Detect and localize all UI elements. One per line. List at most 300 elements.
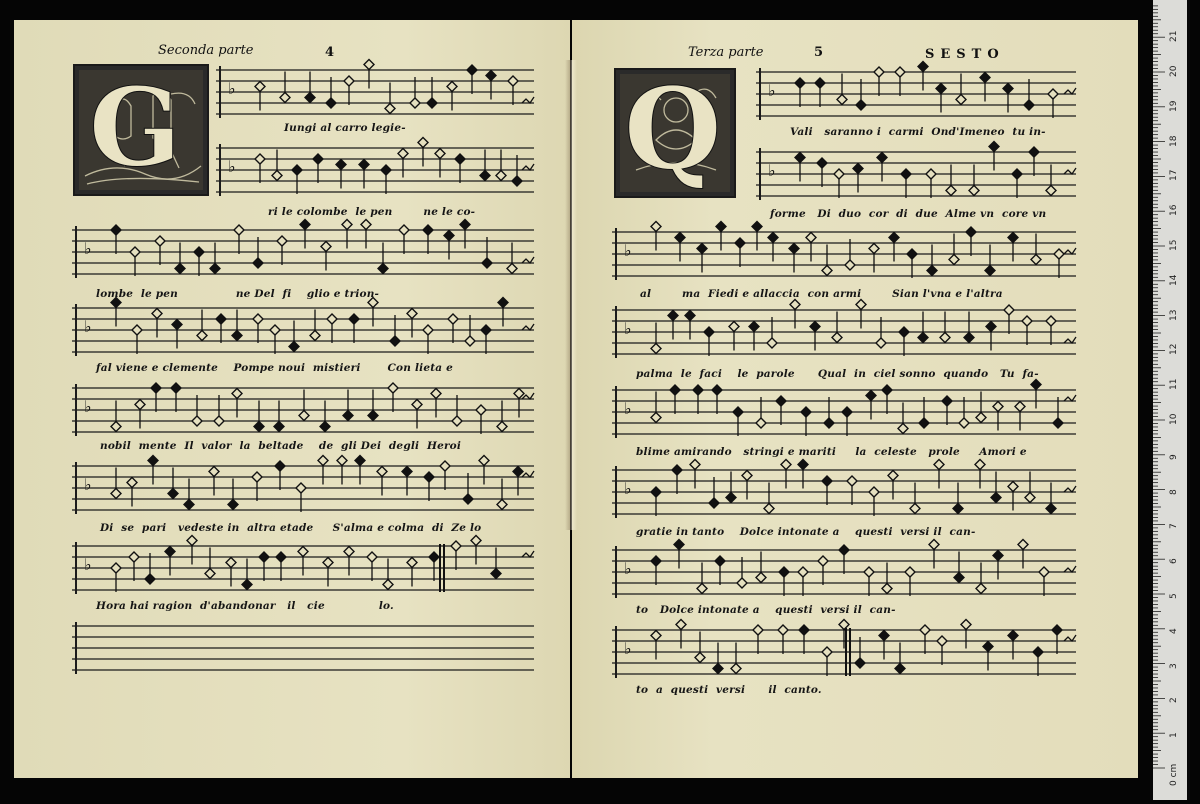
note-head xyxy=(976,584,986,594)
note-head xyxy=(296,483,306,493)
note-head xyxy=(888,471,898,481)
note-head xyxy=(991,493,1001,503)
note-head xyxy=(651,556,661,566)
note-head xyxy=(148,456,158,466)
note-head xyxy=(1031,380,1041,390)
note-head xyxy=(255,154,265,164)
right-initial-letter: Q xyxy=(624,64,722,195)
ruler-label: 6 xyxy=(1169,558,1179,565)
left-section-title: Seconda parte xyxy=(158,43,254,58)
note-head xyxy=(778,625,788,635)
note-head xyxy=(272,171,282,181)
ruler-label: 16 xyxy=(1169,204,1179,217)
ruler-label: 10 xyxy=(1169,413,1179,425)
note-head xyxy=(377,467,387,477)
note-head xyxy=(1015,402,1025,412)
staff-8 xyxy=(72,622,534,674)
note-head xyxy=(709,498,719,508)
note-head xyxy=(479,456,489,466)
note-head xyxy=(209,467,219,477)
note-head xyxy=(752,222,762,232)
note-head xyxy=(344,547,354,557)
note-head xyxy=(901,169,911,179)
ruler-ticks xyxy=(1153,0,1187,800)
staff-1 xyxy=(216,60,534,119)
note-head xyxy=(507,264,517,274)
note-head xyxy=(910,504,920,514)
note-head xyxy=(926,169,936,179)
staff-2 xyxy=(216,138,534,197)
right-lyric-line-4: palma le faci le parole Qual in ciel sonno quando Tu fa- xyxy=(636,368,1039,380)
ruler-label: 21 xyxy=(1169,30,1179,43)
custos-mark xyxy=(1064,248,1076,254)
flat-sign-icon: ♭ xyxy=(228,157,236,177)
note-head xyxy=(742,471,752,481)
note-head xyxy=(856,100,866,110)
note-head xyxy=(672,465,682,475)
note-head xyxy=(733,407,743,417)
note-head xyxy=(210,264,220,274)
note-head xyxy=(276,552,286,562)
note-head xyxy=(192,416,202,426)
note-head xyxy=(651,222,661,232)
left-lyric-line-4: fal viene e clemente Pompe noui mistieri Con lieta e xyxy=(96,362,453,374)
note-head xyxy=(983,642,993,652)
note-head xyxy=(431,389,441,399)
note-head xyxy=(152,309,162,319)
note-head xyxy=(452,416,462,426)
note-head xyxy=(839,545,849,555)
ruler-label: 8 xyxy=(1169,488,1179,495)
note-head xyxy=(798,460,808,470)
note-head xyxy=(214,416,224,426)
ruler-label: 14 xyxy=(1169,274,1179,286)
note-head xyxy=(1024,100,1034,110)
note-head xyxy=(936,84,946,94)
note-head xyxy=(129,552,139,562)
ruler-label: 15 xyxy=(1169,239,1179,251)
note-head xyxy=(390,336,400,346)
note-head xyxy=(806,233,816,243)
right-lyric-line-1: Vali saranno i carmi Ond'Imeneo tu in- xyxy=(790,126,1046,138)
note-head xyxy=(194,247,204,257)
note-head xyxy=(165,547,175,557)
note-head xyxy=(418,138,428,148)
note-head xyxy=(795,153,805,163)
note-head xyxy=(993,551,1003,561)
right-lyric-line-3: al ma Fiedi e allaccia con armi Sian l'vna e l'altra xyxy=(640,288,1003,300)
right-lyric-line-7: to Dolce intonate a questi versi il can- xyxy=(636,604,896,616)
note-head xyxy=(1008,631,1018,641)
note-head xyxy=(899,327,909,337)
note-head xyxy=(697,584,707,594)
note-head xyxy=(764,504,774,514)
right-lyric-line-2: forme Di duo cor di due Alme vn core vn xyxy=(770,208,1047,220)
custos-mark xyxy=(1064,168,1076,174)
staff-6 xyxy=(72,456,534,515)
note-head xyxy=(435,149,445,159)
note-head xyxy=(343,411,353,421)
note-head xyxy=(111,563,121,573)
note-head xyxy=(277,236,287,246)
custos-mark xyxy=(1064,635,1076,641)
note-head xyxy=(508,76,518,86)
note-head xyxy=(323,558,333,568)
note-head xyxy=(497,422,507,432)
note-head xyxy=(869,487,879,497)
note-head xyxy=(1033,647,1043,657)
note-head xyxy=(753,625,763,635)
note-head xyxy=(768,233,778,243)
note-head xyxy=(845,260,855,270)
note-head xyxy=(989,142,999,152)
staff-10 xyxy=(756,142,1076,201)
note-head xyxy=(731,664,741,674)
note-head xyxy=(847,476,857,486)
note-head xyxy=(824,418,834,428)
staff-11 xyxy=(612,222,1076,281)
note-head xyxy=(361,220,371,230)
note-head xyxy=(232,331,242,341)
note-head xyxy=(756,573,766,583)
note-head xyxy=(151,383,161,393)
flat-sign-icon: ♭ xyxy=(84,475,92,495)
note-head xyxy=(937,636,947,646)
note-head xyxy=(429,552,439,562)
flat-sign-icon: ♭ xyxy=(624,241,632,261)
note-head xyxy=(874,67,884,77)
note-head xyxy=(320,422,330,432)
staff-16 xyxy=(612,620,1076,679)
custos-mark xyxy=(522,324,534,330)
note-head xyxy=(993,402,1003,412)
custos-mark xyxy=(1064,337,1076,343)
note-head xyxy=(966,227,976,237)
note-head xyxy=(234,225,244,235)
flat-sign-icon: ♭ xyxy=(624,559,632,579)
note-head xyxy=(959,418,969,428)
note-head xyxy=(1008,482,1018,492)
note-head xyxy=(280,93,290,103)
note-head xyxy=(326,98,336,108)
note-head xyxy=(834,169,844,179)
staff-7 xyxy=(72,536,534,595)
note-head xyxy=(111,422,121,432)
note-head xyxy=(918,333,928,343)
note-head xyxy=(927,266,937,276)
note-head xyxy=(695,653,705,663)
right-page-number: 5 xyxy=(814,45,824,60)
left-lyric-line-1: Iungi al carro legie- xyxy=(284,122,406,134)
note-head xyxy=(668,311,678,321)
left-lyric-line-3: lombe le pen ne Del fi glio e trion- xyxy=(96,288,380,300)
note-head xyxy=(318,456,328,466)
note-head xyxy=(197,331,207,341)
staff-12 xyxy=(612,300,1076,359)
note-head xyxy=(1012,169,1022,179)
note-head xyxy=(344,76,354,86)
note-head xyxy=(342,220,352,230)
custos-mark xyxy=(522,257,534,263)
note-head xyxy=(132,325,142,335)
note-head xyxy=(822,266,832,276)
note-head xyxy=(969,186,979,196)
note-head xyxy=(1054,249,1064,259)
ruler-label: 7 xyxy=(1169,523,1179,530)
note-head xyxy=(822,647,832,657)
note-head xyxy=(818,556,828,566)
note-head xyxy=(1022,316,1032,326)
note-head xyxy=(779,567,789,577)
note-head xyxy=(954,573,964,583)
note-head xyxy=(274,422,284,432)
note-head xyxy=(471,536,481,546)
note-head xyxy=(482,258,492,268)
note-head xyxy=(898,424,908,434)
staff-3 xyxy=(72,220,534,279)
note-head xyxy=(130,247,140,257)
note-head xyxy=(756,418,766,428)
ruler-label: 4 xyxy=(1169,628,1179,634)
flat-sign-icon: ♭ xyxy=(768,81,776,101)
ruler-label: 20 xyxy=(1169,65,1179,77)
note-head xyxy=(789,244,799,254)
flat-sign-icon: ♭ xyxy=(768,161,776,181)
note-head xyxy=(476,405,486,415)
left-page-number: 4 xyxy=(325,45,335,60)
note-head xyxy=(253,258,263,268)
left-initial-letter: G xyxy=(89,65,182,191)
custos-mark xyxy=(522,164,534,170)
note-head xyxy=(168,489,178,499)
note-head xyxy=(929,540,939,550)
note-head xyxy=(423,225,433,235)
note-head xyxy=(327,314,337,324)
note-head xyxy=(336,160,346,170)
note-head xyxy=(961,620,971,630)
note-head xyxy=(480,171,490,181)
note-head xyxy=(259,552,269,562)
note-head xyxy=(781,460,791,470)
note-head xyxy=(460,220,470,230)
note-head xyxy=(423,325,433,335)
right-lyric-line-5: blime amirando stringi e mariti la celeste prole Amori e xyxy=(636,446,1027,458)
note-head xyxy=(1031,255,1041,265)
note-head xyxy=(946,186,956,196)
note-head xyxy=(801,407,811,417)
note-head xyxy=(876,338,886,348)
note-head xyxy=(889,233,899,243)
note-head xyxy=(842,407,852,417)
note-head xyxy=(398,149,408,159)
note-head xyxy=(942,396,952,406)
note-head xyxy=(864,567,874,577)
flat-sign-icon: ♭ xyxy=(624,639,632,659)
note-head xyxy=(715,556,725,566)
left-lyric-line-6: Di se pari vedeste in altra etade S'alma e colma di Ze lo xyxy=(100,522,482,534)
note-head xyxy=(877,153,887,163)
note-head xyxy=(402,467,412,477)
note-head xyxy=(895,664,905,674)
note-head xyxy=(378,264,388,274)
note-head xyxy=(145,574,155,584)
note-head xyxy=(810,322,820,332)
note-head xyxy=(187,536,197,546)
note-head xyxy=(798,567,808,577)
custos-mark xyxy=(1064,486,1076,492)
ruler-label: 2 xyxy=(1169,697,1179,704)
note-head xyxy=(172,320,182,330)
note-head xyxy=(513,467,523,477)
note-head xyxy=(737,578,747,588)
note-head xyxy=(383,580,393,590)
note-head xyxy=(424,472,434,482)
note-head xyxy=(496,171,506,181)
note-head xyxy=(1053,418,1063,428)
note-head xyxy=(855,658,865,668)
note-head xyxy=(205,569,215,579)
note-head xyxy=(127,478,137,488)
note-head xyxy=(491,569,501,579)
note-head xyxy=(228,500,238,510)
flat-sign-icon: ♭ xyxy=(84,555,92,575)
note-head xyxy=(856,300,866,310)
flat-sign-icon: ♭ xyxy=(84,239,92,259)
note-head xyxy=(675,233,685,243)
note-head xyxy=(799,625,809,635)
note-head xyxy=(232,389,242,399)
note-head xyxy=(795,78,805,88)
note-head xyxy=(255,82,265,92)
note-head xyxy=(815,78,825,88)
note-head xyxy=(447,82,457,92)
flat-sign-icon: ♭ xyxy=(624,399,632,419)
note-head xyxy=(275,461,285,471)
note-head xyxy=(697,244,707,254)
note-head xyxy=(986,322,996,332)
staff-9 xyxy=(756,62,1076,121)
staff-13 xyxy=(612,380,1076,439)
note-head xyxy=(381,165,391,175)
note-head xyxy=(651,344,661,354)
voice-label: SESTO xyxy=(925,47,1005,62)
note-head xyxy=(355,456,365,466)
note-head xyxy=(1018,540,1028,550)
note-head xyxy=(1003,84,1013,94)
note-head xyxy=(412,400,422,410)
note-head xyxy=(716,222,726,232)
custos-mark xyxy=(1064,566,1076,572)
measurement-ruler xyxy=(1153,0,1187,800)
note-head xyxy=(135,400,145,410)
note-head xyxy=(726,493,736,503)
note-head xyxy=(455,154,465,164)
note-head xyxy=(879,631,889,641)
note-head xyxy=(498,298,508,308)
right-section-title: Terza parte xyxy=(688,45,764,60)
note-head xyxy=(155,236,165,246)
note-head xyxy=(486,71,496,81)
note-head xyxy=(767,338,777,348)
note-head xyxy=(253,314,263,324)
note-head xyxy=(451,541,461,551)
staff-4 xyxy=(72,298,534,357)
note-head xyxy=(1048,89,1058,99)
right-lyric-line-8: to a questi versi il canto. xyxy=(636,684,822,696)
ruler-label: 9 xyxy=(1169,454,1179,460)
note-head xyxy=(111,225,121,235)
note-head xyxy=(385,104,395,114)
note-head xyxy=(676,620,686,630)
note-head xyxy=(817,158,827,168)
note-head xyxy=(364,60,374,70)
note-head xyxy=(975,460,985,470)
note-head xyxy=(837,95,847,105)
custos-mark xyxy=(522,551,534,557)
note-head xyxy=(1052,625,1062,635)
custos-mark xyxy=(522,97,534,103)
note-head xyxy=(367,552,377,562)
note-head xyxy=(953,504,963,514)
flat-sign-icon: ♭ xyxy=(624,479,632,499)
ruler-label: 1 xyxy=(1169,732,1179,739)
ruler-label: 5 xyxy=(1169,593,1179,599)
note-head xyxy=(651,487,661,497)
custos-mark xyxy=(1064,395,1076,401)
note-head xyxy=(839,620,849,630)
note-head xyxy=(1004,305,1014,315)
note-head xyxy=(407,558,417,568)
note-head xyxy=(427,98,437,108)
left-lyric-line-7: Hora hai ragion d'abandonar il cie lo. xyxy=(96,600,394,612)
note-head xyxy=(749,322,759,332)
note-head xyxy=(690,460,700,470)
note-head xyxy=(512,176,522,186)
note-head xyxy=(822,476,832,486)
note-head xyxy=(444,231,454,241)
note-head xyxy=(1025,493,1035,503)
note-head xyxy=(949,255,959,265)
staff-5 xyxy=(72,383,534,436)
note-head xyxy=(440,461,450,471)
note-head xyxy=(712,385,722,395)
note-head xyxy=(940,333,950,343)
note-head xyxy=(497,500,507,510)
note-head xyxy=(407,309,417,319)
note-head xyxy=(1039,567,1049,577)
note-head xyxy=(184,500,194,510)
ruler-label: 0 cm xyxy=(1169,763,1179,786)
note-head xyxy=(321,242,331,252)
note-head xyxy=(292,165,302,175)
note-head xyxy=(216,314,226,324)
note-head xyxy=(465,336,475,346)
note-head xyxy=(976,413,986,423)
note-head xyxy=(651,413,661,423)
note-head xyxy=(463,494,473,504)
note-head xyxy=(310,331,320,341)
note-head xyxy=(410,98,420,108)
note-head xyxy=(670,385,680,395)
note-head xyxy=(729,322,739,332)
note-head xyxy=(270,325,280,335)
flat-sign-icon: ♭ xyxy=(84,397,92,417)
note-head xyxy=(242,580,252,590)
note-head xyxy=(919,418,929,428)
note-head xyxy=(305,93,315,103)
note-head xyxy=(1029,147,1039,157)
left-lyric-line-5: nobil mente Il valor la beltade de gli Dei degli Heroi xyxy=(100,440,462,452)
